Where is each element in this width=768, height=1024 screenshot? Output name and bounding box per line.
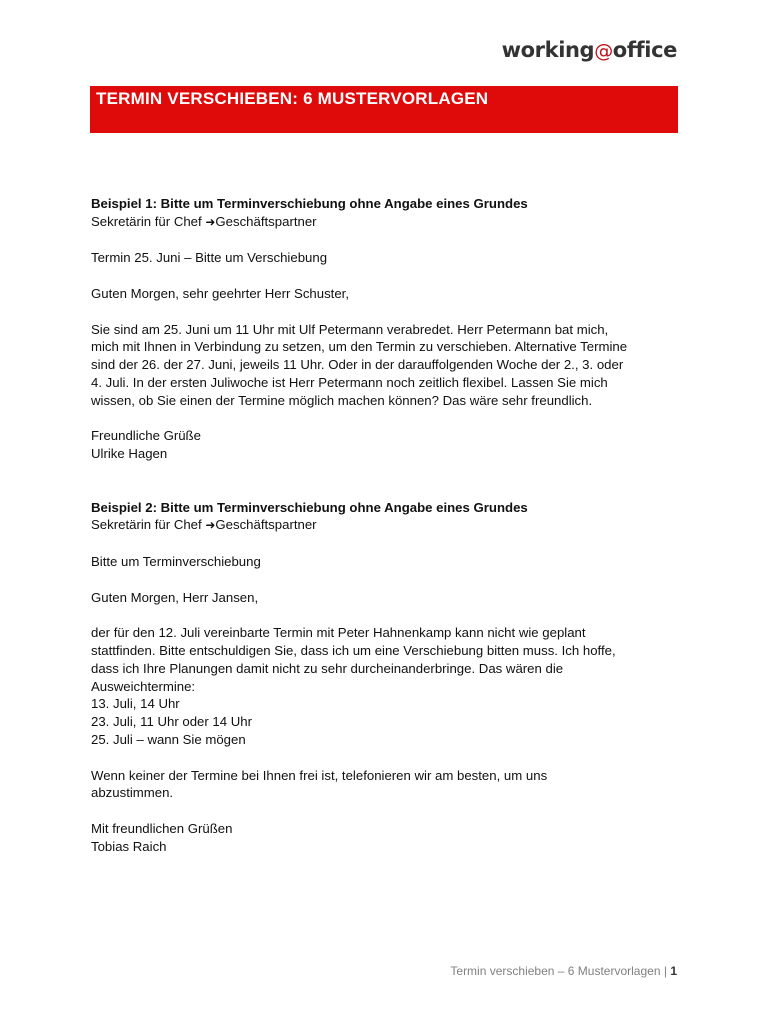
body-line: mich mit Ihnen in Verbindung zu setzen, um den Termin zu verschieben. Alternative Termine <box>91 339 628 355</box>
body-line: 23. Juli, 11 Uhr oder 14 Uhr <box>91 714 253 730</box>
letter-body <box>91 321 681 410</box>
body-line: stattfinden. Bitte entschuldigen Sie, dass ich um eine Verschiebung bitten muss. Ich hoffe, <box>91 642 616 658</box>
brand-logo <box>502 38 677 62</box>
letter-closing: Freundliche Grüße <box>91 428 201 444</box>
letter-body-followup <box>91 767 681 803</box>
letter-closing: Mit freundlichen Grüßen <box>91 820 233 836</box>
letter-signature: Ulrike Hagen <box>91 446 168 462</box>
route-from: Sekretärin für Chef <box>91 213 206 229</box>
letter-salutation: Guten Morgen, sehr geehrter Herr Schuster, <box>91 285 350 301</box>
body-line: 13. Juli, 14 Uhr <box>91 696 180 712</box>
body-line: Wenn keiner der Termine bei Ihnen frei ist, telefonieren wir am besten, um uns <box>91 767 548 783</box>
letter-subject: Bitte um Terminverschiebung <box>91 553 261 569</box>
arrow-right-icon: ➜ <box>205 214 216 229</box>
letter-salutation: Guten Morgen, Herr Jansen, <box>91 589 259 605</box>
logo-text-office: office <box>612 38 677 62</box>
document-body <box>91 195 681 855</box>
example-heading: Beispiel 1: Bitte um Terminverschiebung ohne Angabe eines Grundes <box>91 196 528 211</box>
body-line: der für den 12. Juli vereinbarte Termin mit Peter Hahnenkamp kann nicht wie geplant <box>91 625 586 641</box>
route-to: Geschäftspartner <box>215 517 317 533</box>
logo-text-working: working <box>501 38 595 62</box>
letter-subject: Termin 25. Juni – Bitte um Verschiebung <box>91 250 328 266</box>
letter-body <box>91 624 681 749</box>
example-1 <box>91 195 681 463</box>
body-line: Sie sind am 25. Juni um 11 Uhr mit Ulf Petermann verabredet. Herr Petermann bat mich, <box>91 321 609 337</box>
route-line <box>91 516 681 535</box>
route-from: Sekretärin für Chef <box>91 517 206 533</box>
body-line: 25. Juli – wann Sie mögen <box>91 731 246 747</box>
example-heading: Beispiel 2: Bitte um Terminverschiebung ohne Angabe eines Grundes <box>91 499 528 515</box>
body-line: wissen, ob Sie einen der Termine möglich machen können? Das wäre sehr freundlich. <box>91 392 593 408</box>
page-footer <box>450 964 677 978</box>
body-line: Ausweichtermine: <box>91 678 196 694</box>
footer-title: Termin verschieben – 6 Mustervorlagen <box>450 964 661 978</box>
route-to: Geschäftspartner <box>215 213 317 229</box>
body-line: abzustimmen. <box>91 785 174 801</box>
footer-separator: | <box>663 964 667 978</box>
body-line: dass ich Ihre Planungen damit nicht zu sehr durcheinanderbringe. Das wären die <box>91 660 564 676</box>
page-title: TERMIN VERSCHIEBEN: 6 MUSTERVORLAGEN <box>96 89 489 108</box>
example-2 <box>91 499 681 856</box>
body-line: sind der 26. der 27. Juni, jeweils 11 Uhr. Oder in der darauffolgenden Woche der 2., 3. oder <box>91 357 624 373</box>
logo-at-symbol: @ <box>594 40 613 62</box>
arrow-right-icon: ➜ <box>205 518 216 533</box>
letter-signature: Tobias Raich <box>91 838 167 854</box>
page-number: 1 <box>670 964 677 978</box>
body-line: 4. Juli. In der ersten Juliwoche ist Herr Petermann noch zeitlich flexibel. Lassen Sie mich <box>91 374 608 390</box>
route-line <box>91 213 681 232</box>
title-banner <box>90 86 678 133</box>
